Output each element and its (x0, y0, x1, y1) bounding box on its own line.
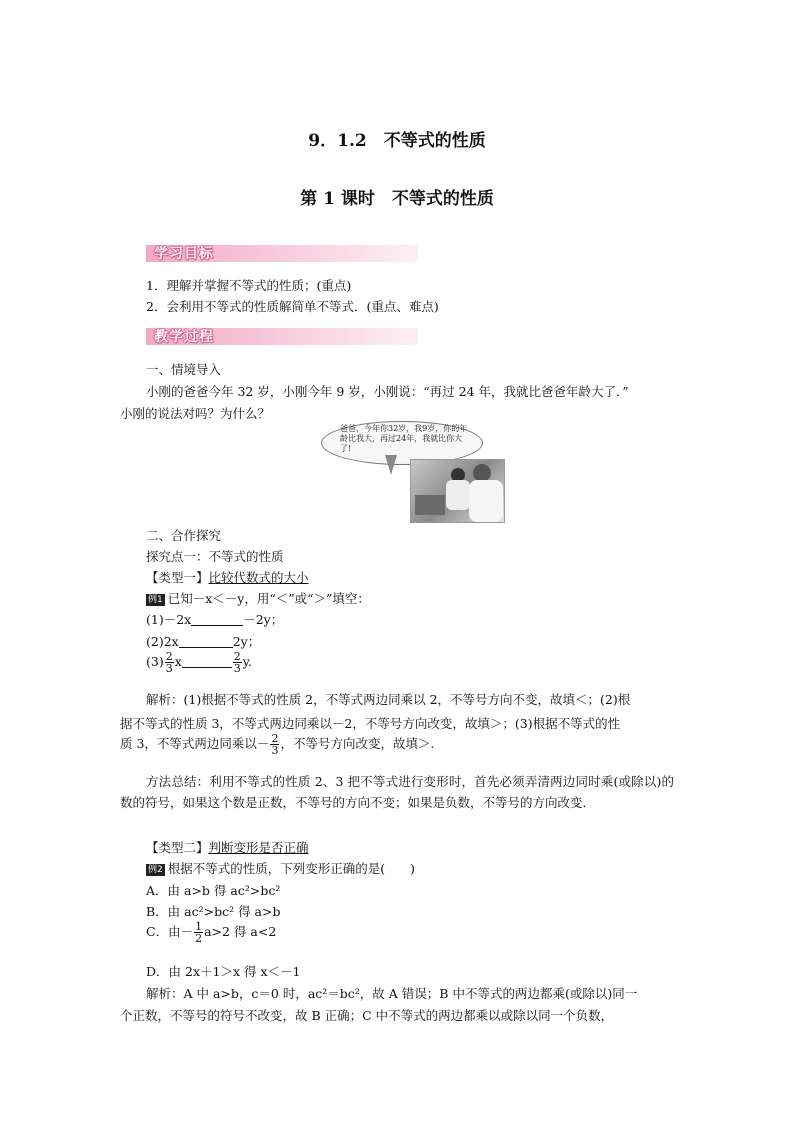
type2-title: 判断变形是否正确 (208, 840, 309, 855)
example-tag: 例2 (148, 865, 163, 875)
type2-heading: 【类型二】判断变形是否正确 (146, 840, 309, 855)
section-header-process (146, 328, 418, 345)
father-son-photo (410, 459, 505, 523)
option-a: A．由 a>b 得 ac²>bc² (146, 883, 281, 898)
solution-1-line-3: 质 3，不等式两边同乘以－ $\frac{2}{3}$ ，不等号方向改变，故填＞. (120, 732, 435, 757)
section-label: 教学过程 (154, 329, 214, 345)
option-b: B．由 ac²>bc² 得 a>b (146, 904, 281, 919)
speech-bubble-text: 爸爸，今年你32岁，我9岁，你的年龄比我大，再过24年，我就比你大了! (340, 424, 468, 453)
explore-point: 探究点一：不等式的性质 (146, 549, 284, 564)
ex1-item-2: (2)2x 2y； (146, 634, 261, 649)
page-title: 9．1.2 不等式的性质 (308, 131, 486, 151)
goal-1: 1．理解并掌握不等式的性质；(重点) (146, 278, 352, 293)
section-label: 学习目标 (154, 246, 214, 262)
lesson-subtitle: 第 1 课时 不等式的性质 (300, 189, 494, 209)
example-1: 例1 已知－x＜－y，用“＜”或“＞”填空： (148, 591, 370, 606)
type1-title: 比较代数式的大小 (208, 570, 309, 585)
explore-heading: 二、合作探究 (146, 528, 222, 543)
intro-line-1: 小刚的爸爸今年 32 岁，小刚今年 9 岁，小刚说：“再过 24 年，我就比爸爸年龄大了．” (146, 384, 629, 399)
solution-1-line-2: 据不等式的性质 3，不等式两边同乘以－2，不等号方向改变，故填＞；(3)根据不等式的性 (120, 716, 621, 731)
option-c: C．由－ $\frac{1}{2}$ a>2 得 a<2 (146, 920, 277, 945)
speech-bubble-tail (385, 455, 397, 475)
intro-line-2: 小刚的说法对吗？为什么？ (120, 406, 271, 421)
goal-2: 2．会利用不等式的性质解简单不等式．(重点、难点) (146, 299, 439, 314)
intro-heading: 一、情境导入 (146, 362, 222, 377)
solution-2-line-1: 解析：A 中 a>b，c＝0 时，ac²＝bc²，故 A 错误；B 中不等式的两边都乘(或除以)同一 (146, 986, 638, 1001)
option-d: D．由 2x＋1＞x 得 x＜－1 (146, 964, 301, 979)
solution-1-line-1: 解析：(1)根据不等式的性质 2，不等式两边同乘以 2，不等号方向不变，故填＜；(2)根 (146, 692, 631, 707)
type1-heading: 【类型一】比较代数式的大小 (146, 570, 309, 585)
example-tag: 例1 (148, 595, 163, 605)
ex1-item-1: (1)－2x －2y； (146, 612, 284, 627)
section-header-goals (146, 245, 418, 262)
example-2: 例2 根据不等式的性质，下列变形正确的是( ) (148, 861, 415, 876)
method-summary: 方法总结：利用不等式的性质 2、3 把不等式进行变形时，首先必须弄清两边同时乘(或除以)的数的符号，如果这个数是正数，不等号的方向不变；如果是负数，不等号的方向改变． (120, 774, 674, 810)
solution-2-line-2: 个正数，不等号的符号不改变，故 B 正确；C 中不等式的两边都乘以或除以同一个负数， (120, 1008, 614, 1023)
ex1-item-3: (3) $\frac{2}{3}$ x $\frac{2}{3}$ y. (146, 650, 253, 675)
